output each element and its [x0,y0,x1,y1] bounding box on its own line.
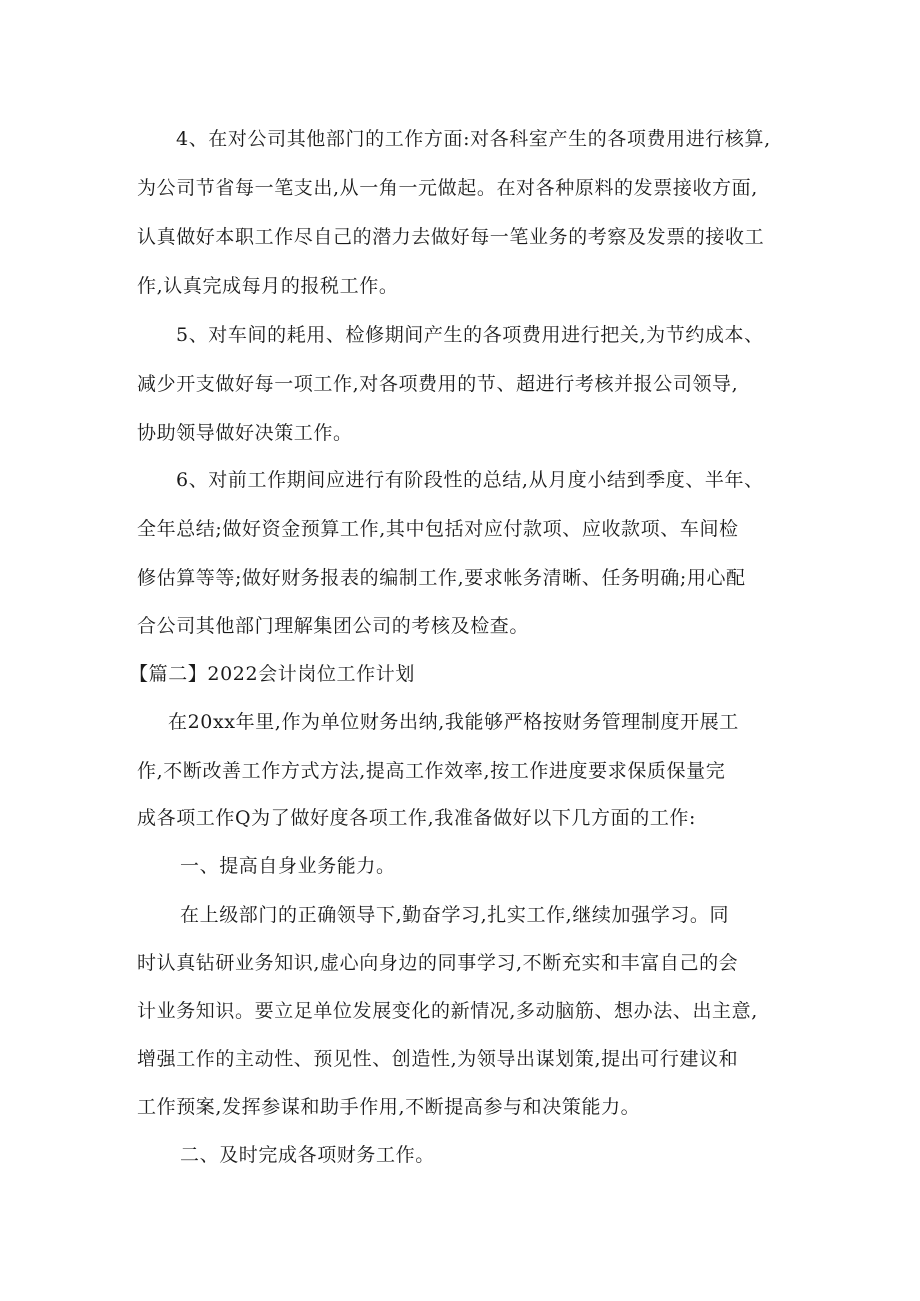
paragraph-4-line-4: 作,认真完成每月的报税工作。 [137,275,399,297]
paragraph-6-line-1: 6、对前工作期间应进行有阶段性的总结,从月度小结到季度、半年、 [176,469,764,491]
paragraph-6-line-3: 修估算等等;做好财务报表的编制工作,要求帐务清晰、任务明确;用心配 [137,567,746,589]
paragraph-5-line-1: 5、对车间的耗用、检修期间产生的各项费用进行把关,为节约成本、 [176,324,764,346]
paragraph-5-line-2: 减少开支做好每一项工作,对各项费用的节、超进行考核并报公司领导, [137,373,739,395]
paragraph-6-line-2: 全年总结;做好资金预算工作,其中包括对应付款项、应收款项、车间检 [137,518,739,540]
paragraph-5-line-3: 协助领导做好决策工作。 [137,422,353,444]
paragraph-4-line-3: 认真做好本职工作尽自己的潜力去做好每一笔业务的考察及发票的接收工 [137,226,765,248]
intro-line-2: 作,不断改善工作方式方法,提高工作效率,按工作进度要求保质保量完 [137,760,726,782]
item-1-body-line-3: 计业务知识。要立足单位发展变化的新情况,多动脑筋、想办法、出主意, [137,1000,758,1022]
item-1-heading: 一、提高自身业务能力。 [180,855,396,877]
item-1-body-line-1: 在上级部门的正确领导下,勤奋学习,扎实工作,继续加强学习。同 [180,904,730,926]
item-1-body-line-5: 工作预案,发挥参谋和助手作用,不断提高参与和决策能力。 [137,1096,641,1118]
intro-line-3: 成各项工作Q为了做好度各项工作,我准备做好以下几方面的工作: [137,807,697,829]
section-heading: 【篇二】2022会计岗位工作计划 [129,663,415,685]
paragraph-4-line-2: 为公司节省每一笔支出,从一角一元做起。在对各种原料的发票接收方面, [137,177,758,199]
item-1-body-line-2: 时认真钻研业务知识,虚心向身边的同事学习,不断充实和丰富自己的会 [137,952,739,974]
intro-line-1: 在20xx年里,作为单位财务出纳,我能够严格按财务管理制度开展工 [168,711,739,733]
paragraph-4-line-1: 4、在对公司其他部门的工作方面:对各科室产生的各项费用进行核算, [176,128,771,150]
item-1-body-line-4: 增强工作的主动性、预见性、创造性,为领导出谋划策,提出可行建议和 [137,1048,739,1070]
item-2-heading: 二、及时完成各项财务工作。 [180,1144,435,1166]
paragraph-6-line-4: 合公司其他部门理解集团公司的考核及检查。 [137,615,530,637]
